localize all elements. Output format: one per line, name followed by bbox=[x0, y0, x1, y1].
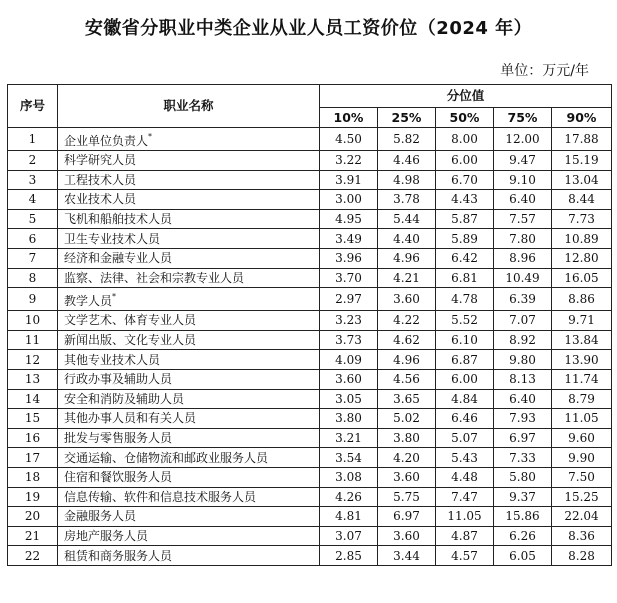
value-p50: 5.52 bbox=[436, 311, 494, 331]
value-p10: 3.73 bbox=[320, 330, 378, 350]
occupation-text: 企业单位负责人 bbox=[64, 134, 149, 148]
value-p75: 15.86 bbox=[494, 507, 552, 527]
value-p90: 8.36 bbox=[552, 526, 612, 546]
value-p90: 11.74 bbox=[552, 369, 612, 389]
table-row bbox=[8, 190, 612, 210]
table-row bbox=[8, 409, 612, 429]
row-index: 1 bbox=[8, 128, 58, 151]
value-p25: 4.98 bbox=[378, 170, 436, 190]
value-p50: 4.84 bbox=[436, 389, 494, 409]
row-index: 18 bbox=[8, 467, 58, 487]
occupation-text: 农业技术人员 bbox=[64, 192, 137, 207]
table-row bbox=[8, 350, 612, 370]
value-p50: 6.42 bbox=[436, 248, 494, 268]
occupation-text: 行政办事及辅助人员 bbox=[64, 372, 173, 387]
occupation-name bbox=[58, 288, 320, 311]
occupation-name bbox=[58, 350, 320, 370]
row-index: 21 bbox=[8, 526, 58, 546]
row-index: 10 bbox=[8, 311, 58, 331]
table-row bbox=[8, 170, 612, 190]
value-p90: 16.05 bbox=[552, 268, 612, 288]
value-p75: 7.93 bbox=[494, 409, 552, 429]
value-p10: 3.00 bbox=[320, 190, 378, 210]
value-p10: 4.81 bbox=[320, 507, 378, 527]
table-row bbox=[8, 428, 612, 448]
value-p10: 3.70 bbox=[320, 268, 378, 288]
value-p75: 9.47 bbox=[494, 151, 552, 171]
table-row bbox=[8, 311, 612, 331]
value-p25: 3.80 bbox=[378, 428, 436, 448]
value-p50: 4.43 bbox=[436, 190, 494, 210]
value-p90: 10.89 bbox=[552, 229, 612, 249]
table-row bbox=[8, 546, 612, 566]
table-body bbox=[8, 128, 612, 566]
occupation-text: 科学研究人员 bbox=[64, 153, 137, 168]
value-p90: 11.05 bbox=[552, 409, 612, 429]
value-p25: 4.22 bbox=[378, 311, 436, 331]
row-index: 8 bbox=[8, 268, 58, 288]
value-p75: 12.00 bbox=[494, 128, 552, 151]
value-p75: 5.80 bbox=[494, 467, 552, 487]
value-p90: 7.73 bbox=[552, 209, 612, 229]
value-p10: 3.49 bbox=[320, 229, 378, 249]
value-p10: 2.97 bbox=[320, 288, 378, 311]
occupation-name bbox=[58, 311, 320, 331]
value-p90: 9.90 bbox=[552, 448, 612, 468]
value-p25: 4.46 bbox=[378, 151, 436, 171]
value-p10: 2.85 bbox=[320, 546, 378, 566]
value-p25: 3.60 bbox=[378, 467, 436, 487]
value-p90: 12.80 bbox=[552, 248, 612, 268]
value-p25: 5.02 bbox=[378, 409, 436, 429]
occupation-text: 监察、法律、社会和宗教专业人员 bbox=[64, 270, 245, 285]
value-p50: 6.46 bbox=[436, 409, 494, 429]
occupation-name bbox=[58, 268, 320, 288]
value-p10: 3.54 bbox=[320, 448, 378, 468]
row-index: 19 bbox=[8, 487, 58, 507]
occupation-text: 其他专业技术人员 bbox=[64, 352, 161, 367]
value-p10: 3.22 bbox=[320, 151, 378, 171]
value-p50: 6.87 bbox=[436, 350, 494, 370]
value-p25: 4.96 bbox=[378, 350, 436, 370]
value-p50: 6.10 bbox=[436, 330, 494, 350]
occupation-name bbox=[58, 248, 320, 268]
row-index: 15 bbox=[8, 409, 58, 429]
footnote-mark: * bbox=[148, 132, 153, 141]
value-p10: 3.23 bbox=[320, 311, 378, 331]
row-index: 22 bbox=[8, 546, 58, 566]
row-index: 13 bbox=[8, 369, 58, 389]
value-p25: 5.82 bbox=[378, 128, 436, 151]
value-p90: 15.25 bbox=[552, 487, 612, 507]
value-p75: 6.40 bbox=[494, 389, 552, 409]
value-p75: 10.49 bbox=[494, 268, 552, 288]
row-index: 17 bbox=[8, 448, 58, 468]
value-p10: 3.96 bbox=[320, 248, 378, 268]
table-row bbox=[8, 369, 612, 389]
value-p90: 8.86 bbox=[552, 288, 612, 311]
value-p75: 8.96 bbox=[494, 248, 552, 268]
table-header bbox=[8, 85, 612, 128]
occupation-name bbox=[58, 170, 320, 190]
table-row bbox=[8, 128, 612, 151]
occupation-text: 批发与零售服务人员 bbox=[64, 431, 173, 446]
header-p90: 90% bbox=[552, 108, 612, 128]
value-p75: 6.97 bbox=[494, 428, 552, 448]
occupation-name bbox=[58, 151, 320, 171]
table-row bbox=[8, 467, 612, 487]
value-p10: 3.60 bbox=[320, 369, 378, 389]
value-p50: 11.05 bbox=[436, 507, 494, 527]
occupation-text: 金融服务人员 bbox=[64, 509, 137, 524]
value-p25: 4.21 bbox=[378, 268, 436, 288]
value-p90: 9.71 bbox=[552, 311, 612, 331]
row-index: 7 bbox=[8, 248, 58, 268]
value-p75: 6.26 bbox=[494, 526, 552, 546]
table-row bbox=[8, 151, 612, 171]
value-p50: 6.00 bbox=[436, 369, 494, 389]
table-row bbox=[8, 526, 612, 546]
value-p50: 4.48 bbox=[436, 467, 494, 487]
value-p10: 3.21 bbox=[320, 428, 378, 448]
value-p90: 22.04 bbox=[552, 507, 612, 527]
value-p90: 7.50 bbox=[552, 467, 612, 487]
value-p90: 8.44 bbox=[552, 190, 612, 210]
header-occupation: 职业名称 bbox=[58, 85, 320, 128]
occupation-text: 交通运输、仓储物流和邮政业服务人员 bbox=[64, 450, 269, 465]
value-p25: 4.20 bbox=[378, 448, 436, 468]
occupation-text: 教学人员 bbox=[64, 294, 113, 309]
occupation-name bbox=[58, 209, 320, 229]
value-p75: 8.92 bbox=[494, 330, 552, 350]
value-p25: 3.60 bbox=[378, 288, 436, 311]
value-p75: 9.10 bbox=[494, 170, 552, 190]
value-p90: 9.60 bbox=[552, 428, 612, 448]
row-index: 20 bbox=[8, 507, 58, 527]
unit-label: 单位：万元/年 bbox=[500, 63, 589, 79]
occupation-name bbox=[58, 448, 320, 468]
row-index: 16 bbox=[8, 428, 58, 448]
occupation-name bbox=[58, 190, 320, 210]
row-index: 9 bbox=[8, 288, 58, 311]
value-p10: 3.08 bbox=[320, 467, 378, 487]
occupation-name bbox=[58, 507, 320, 527]
occupation-text: 文学艺术、体育专业人员 bbox=[64, 313, 197, 328]
row-index: 4 bbox=[8, 190, 58, 210]
table-row bbox=[8, 209, 612, 229]
occupation-text: 卫生专业技术人员 bbox=[64, 231, 161, 246]
value-p75: 9.80 bbox=[494, 350, 552, 370]
value-p90: 13.04 bbox=[552, 170, 612, 190]
value-p75: 7.57 bbox=[494, 209, 552, 229]
occupation-name bbox=[58, 409, 320, 429]
value-p50: 4.78 bbox=[436, 288, 494, 311]
occupation-name bbox=[58, 330, 320, 350]
value-p25: 3.78 bbox=[378, 190, 436, 210]
value-p25: 5.44 bbox=[378, 209, 436, 229]
occupation-name bbox=[58, 546, 320, 566]
occupation-name bbox=[58, 128, 320, 151]
value-p25: 3.60 bbox=[378, 526, 436, 546]
value-p75: 8.13 bbox=[494, 369, 552, 389]
value-p50: 4.57 bbox=[436, 546, 494, 566]
row-index: 6 bbox=[8, 229, 58, 249]
value-p75: 9.37 bbox=[494, 487, 552, 507]
value-p50: 5.87 bbox=[436, 209, 494, 229]
value-p50: 5.89 bbox=[436, 229, 494, 249]
row-index: 14 bbox=[8, 389, 58, 409]
row-index: 2 bbox=[8, 151, 58, 171]
value-p10: 4.50 bbox=[320, 128, 378, 151]
page-title: 安徽省分职业中类企业从业人员工资价位（2024 年） bbox=[84, 18, 533, 39]
occupation-text: 租赁和商务服务人员 bbox=[64, 548, 173, 563]
value-p10: 3.80 bbox=[320, 409, 378, 429]
value-p10: 4.09 bbox=[320, 350, 378, 370]
table-row bbox=[8, 330, 612, 350]
value-p90: 17.88 bbox=[552, 128, 612, 151]
occupation-text: 信息传输、软件和信息技术服务人员 bbox=[64, 489, 257, 504]
row-index: 3 bbox=[8, 170, 58, 190]
value-p75: 7.33 bbox=[494, 448, 552, 468]
value-p25: 4.40 bbox=[378, 229, 436, 249]
occupation-name bbox=[58, 369, 320, 389]
value-p90: 15.19 bbox=[552, 151, 612, 171]
occupation-name bbox=[58, 428, 320, 448]
header-p75: 75% bbox=[494, 108, 552, 128]
value-p75: 6.40 bbox=[494, 190, 552, 210]
header-p50: 50% bbox=[436, 108, 494, 128]
value-p10: 4.95 bbox=[320, 209, 378, 229]
value-p90: 8.79 bbox=[552, 389, 612, 409]
value-p25: 3.44 bbox=[378, 546, 436, 566]
value-p75: 6.39 bbox=[494, 288, 552, 311]
table-row bbox=[8, 389, 612, 409]
occupation-name bbox=[58, 389, 320, 409]
occupation-text: 安全和消防及辅助人员 bbox=[64, 391, 185, 406]
occupation-text: 飞机和船舶技术人员 bbox=[64, 212, 173, 227]
table-row bbox=[8, 248, 612, 268]
value-p25: 3.65 bbox=[378, 389, 436, 409]
value-p50: 5.07 bbox=[436, 428, 494, 448]
occupation-name bbox=[58, 487, 320, 507]
value-p75: 7.07 bbox=[494, 311, 552, 331]
table-row bbox=[8, 268, 612, 288]
value-p50: 5.43 bbox=[436, 448, 494, 468]
occupation-text: 经济和金融专业人员 bbox=[64, 251, 173, 266]
header-p10: 10% bbox=[320, 108, 378, 128]
occupation-name bbox=[58, 229, 320, 249]
value-p50: 6.00 bbox=[436, 151, 494, 171]
value-p25: 6.97 bbox=[378, 507, 436, 527]
table-row bbox=[8, 487, 612, 507]
value-p10: 3.05 bbox=[320, 389, 378, 409]
occupation-text: 新闻出版、文化专业人员 bbox=[64, 333, 197, 348]
value-p10: 3.91 bbox=[320, 170, 378, 190]
table-row bbox=[8, 288, 612, 311]
value-p50: 6.81 bbox=[436, 268, 494, 288]
table-row bbox=[8, 448, 612, 468]
header-percentile-group: 分位值 bbox=[320, 85, 612, 108]
row-index: 5 bbox=[8, 209, 58, 229]
wage-table bbox=[7, 84, 612, 566]
footnote-mark: * bbox=[112, 292, 117, 302]
header-index: 序号 bbox=[8, 85, 58, 128]
value-p90: 13.84 bbox=[552, 330, 612, 350]
value-p25: 4.56 bbox=[378, 369, 436, 389]
occupation-name bbox=[58, 467, 320, 487]
value-p10: 3.07 bbox=[320, 526, 378, 546]
occupation-text: 其他办事人员和有关人员 bbox=[64, 411, 197, 426]
value-p10: 4.26 bbox=[320, 487, 378, 507]
value-p25: 4.96 bbox=[378, 248, 436, 268]
row-index: 12 bbox=[8, 350, 58, 370]
header-p25: 25% bbox=[378, 108, 436, 128]
value-p75: 7.80 bbox=[494, 229, 552, 249]
value-p90: 8.28 bbox=[552, 546, 612, 566]
value-p75: 6.05 bbox=[494, 546, 552, 566]
occupation-name bbox=[58, 526, 320, 546]
table-row bbox=[8, 507, 612, 527]
row-index: 11 bbox=[8, 330, 58, 350]
value-p50: 7.47 bbox=[436, 487, 494, 507]
value-p50: 4.87 bbox=[436, 526, 494, 546]
value-p50: 6.70 bbox=[436, 170, 494, 190]
occupation-text: 工程技术人员 bbox=[64, 172, 137, 187]
value-p50: 8.00 bbox=[436, 128, 494, 151]
value-p25: 4.62 bbox=[378, 330, 436, 350]
value-p25: 5.75 bbox=[378, 487, 436, 507]
table-row bbox=[8, 229, 612, 249]
occupation-text: 住宿和餐饮服务人员 bbox=[64, 470, 173, 485]
occupation-text: 房地产服务人员 bbox=[64, 528, 149, 543]
value-p90: 13.90 bbox=[552, 350, 612, 370]
